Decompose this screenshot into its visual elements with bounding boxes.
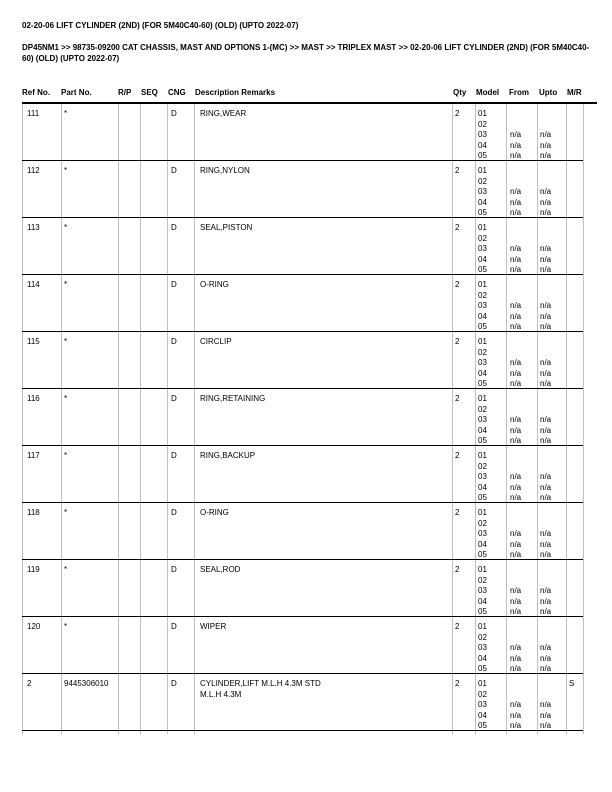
model-value: 04 <box>478 425 487 435</box>
col-rp: R/P <box>118 88 132 97</box>
model-value: 01 <box>478 337 487 346</box>
col-mr: M/R <box>567 88 582 97</box>
upto-list <box>540 337 551 390</box>
upto-value: n/a <box>540 493 552 502</box>
upto-value <box>540 109 551 120</box>
upto-value <box>540 462 551 473</box>
model-value: 03 <box>478 529 487 538</box>
model-value: 01 <box>478 223 487 232</box>
breadcrumb: DP45NM1 >> 98735-09200 CAT CHASSIS, MAST AND OPTIONS 1-(MC) >> MAST >> TRIPLEX MAST >> 02-20-06 LIFT CYLINDER (2ND) (FOR 5M40C40-60) (OLD) (UPTO 2022-07) <box>22 43 590 63</box>
cng-cell: D <box>171 223 177 232</box>
column-separator <box>583 104 584 734</box>
qty-cell: 2 <box>455 679 460 688</box>
table-row <box>22 560 583 617</box>
upto-value <box>540 223 551 234</box>
model-value: 04 <box>478 710 487 720</box>
model-value: 05 <box>478 265 487 274</box>
upto-value: n/a <box>540 415 552 424</box>
upto-value <box>540 280 551 291</box>
from-list <box>510 679 521 732</box>
upto-list <box>540 508 551 561</box>
model-value: 01 <box>478 166 487 175</box>
col-upto: Upto <box>539 88 558 97</box>
from-list <box>510 394 521 447</box>
from-value: n/a <box>510 208 522 217</box>
from-value <box>510 462 521 473</box>
from-value: n/a <box>510 265 522 274</box>
from-list <box>510 565 521 618</box>
col-cng: CNG <box>168 88 186 97</box>
from-value <box>510 633 521 644</box>
description-cell: RING,RETAINING <box>200 394 266 403</box>
upto-value: n/a <box>540 358 552 367</box>
upto-list <box>540 223 551 276</box>
upto-value: n/a <box>540 151 552 160</box>
model-value: 03 <box>478 472 487 481</box>
from-value <box>510 337 521 348</box>
upto-list <box>540 622 551 675</box>
cng-cell: D <box>171 166 177 175</box>
qty-cell: 2 <box>455 565 460 574</box>
upto-value: n/a <box>540 539 552 549</box>
model-value: 02 <box>478 233 487 243</box>
model-value: 02 <box>478 347 487 357</box>
upto-value: n/a <box>540 482 552 492</box>
description-cell: O-RING <box>200 508 229 517</box>
upto-value: n/a <box>540 472 552 481</box>
qty-cell: 2 <box>455 109 460 118</box>
upto-value: n/a <box>540 311 552 321</box>
part-no-cell: * <box>64 223 68 232</box>
ref-no-cell: 115 <box>27 337 40 346</box>
upto-list <box>540 109 551 162</box>
from-list <box>510 109 521 162</box>
table-row <box>22 161 583 218</box>
from-value: n/a <box>510 472 522 481</box>
from-value <box>510 565 521 576</box>
from-value: n/a <box>510 607 522 616</box>
upto-value: n/a <box>540 301 552 310</box>
upto-value: n/a <box>540 643 552 652</box>
upto-value: n/a <box>540 425 552 435</box>
upto-value: n/a <box>540 710 552 720</box>
from-value: n/a <box>510 721 522 730</box>
upto-value: n/a <box>540 436 552 445</box>
model-value: 05 <box>478 436 487 445</box>
table-row <box>22 617 583 674</box>
upto-list <box>540 394 551 447</box>
from-list <box>510 451 521 504</box>
model-list <box>478 280 487 333</box>
part-no-cell: * <box>64 166 68 175</box>
from-list <box>510 223 521 276</box>
model-value: 03 <box>478 187 487 196</box>
cng-cell: D <box>171 508 177 517</box>
from-value: n/a <box>510 493 522 502</box>
model-value: 03 <box>478 415 487 424</box>
ref-no-cell: 111 <box>27 109 40 118</box>
table-row <box>22 275 583 332</box>
model-list <box>478 508 487 561</box>
model-value: 05 <box>478 721 487 730</box>
upto-value <box>540 690 551 701</box>
model-value: 01 <box>478 394 487 403</box>
from-value: n/a <box>510 529 522 538</box>
from-list <box>510 166 521 219</box>
upto-value <box>540 177 551 188</box>
from-value <box>510 508 521 519</box>
upto-value <box>540 451 551 462</box>
from-value: n/a <box>510 130 522 139</box>
model-value: 04 <box>478 311 487 321</box>
description-cell: RING,WEAR <box>200 109 247 118</box>
upto-value: n/a <box>540 140 552 150</box>
from-value: n/a <box>510 653 522 663</box>
col-qty: Qty <box>453 88 467 97</box>
upto-value: n/a <box>540 529 552 538</box>
upto-value: n/a <box>540 322 552 331</box>
upto-value: n/a <box>540 664 552 673</box>
upto-list <box>540 679 551 732</box>
ref-no-cell: 120 <box>27 622 41 631</box>
part-no-cell: * <box>64 451 68 460</box>
from-list <box>510 280 521 333</box>
model-value: 04 <box>478 596 487 606</box>
model-value: 04 <box>478 482 487 492</box>
upto-value: n/a <box>540 550 552 559</box>
model-value: 03 <box>478 586 487 595</box>
from-list <box>510 508 521 561</box>
model-value: 02 <box>478 461 487 471</box>
model-value: 03 <box>478 643 487 652</box>
model-value: 03 <box>478 130 487 139</box>
description-cell: CIRCLIP <box>200 337 232 346</box>
ref-no-cell: 2 <box>27 679 32 688</box>
from-value: n/a <box>510 436 522 445</box>
ref-no-cell: 117 <box>27 451 40 460</box>
ref-no-cell: 113 <box>27 223 40 232</box>
model-value: 04 <box>478 368 487 378</box>
upto-value <box>540 348 551 359</box>
col-model: Model <box>476 88 500 97</box>
upto-value: n/a <box>540 187 552 196</box>
part-no-cell: 9445306010 <box>64 679 109 688</box>
from-value: n/a <box>510 187 522 196</box>
col-description: Description Remarks <box>195 88 276 97</box>
from-value <box>510 109 521 120</box>
table-row <box>22 332 583 389</box>
from-value <box>510 348 521 359</box>
model-value: 02 <box>478 518 487 528</box>
col-part-no: Part No. <box>61 88 92 97</box>
upto-value <box>540 622 551 633</box>
model-value: 04 <box>478 254 487 264</box>
upto-list <box>540 166 551 219</box>
qty-cell: 2 <box>455 223 460 232</box>
upto-value <box>540 576 551 587</box>
upto-value <box>540 120 551 131</box>
from-value: n/a <box>510 140 522 150</box>
from-value <box>510 519 521 530</box>
qty-cell: 2 <box>455 337 460 346</box>
model-list <box>478 337 487 390</box>
from-value <box>510 679 521 690</box>
part-no-cell: * <box>64 394 68 403</box>
parts-table <box>22 104 597 734</box>
from-value: n/a <box>510 415 522 424</box>
model-list <box>478 166 487 219</box>
model-value: 05 <box>478 493 487 502</box>
table-row <box>22 503 583 560</box>
from-value: n/a <box>510 710 522 720</box>
cng-cell: D <box>171 280 177 289</box>
qty-cell: 2 <box>455 280 460 289</box>
description-cell: RING,NYLON <box>200 166 250 175</box>
upto-value <box>540 565 551 576</box>
table-row <box>22 674 583 731</box>
from-value: n/a <box>510 368 522 378</box>
model-value: 05 <box>478 322 487 331</box>
upto-value <box>540 337 551 348</box>
qty-cell: 2 <box>455 622 460 631</box>
model-value: 05 <box>478 379 487 388</box>
from-value: n/a <box>510 700 522 709</box>
upto-value: n/a <box>540 208 552 217</box>
model-value: 01 <box>478 451 487 460</box>
part-no-cell: * <box>64 109 68 118</box>
from-value: n/a <box>510 254 522 264</box>
from-value <box>510 690 521 701</box>
ref-no-cell: 116 <box>27 394 40 403</box>
table-row <box>22 446 583 503</box>
col-from: From <box>509 88 529 97</box>
from-list <box>510 622 521 675</box>
model-list <box>478 451 487 504</box>
upto-list <box>540 280 551 333</box>
upto-value: n/a <box>540 197 552 207</box>
part-no-cell: * <box>64 565 68 574</box>
model-value: 04 <box>478 653 487 663</box>
from-value <box>510 120 521 131</box>
description-cell: SEAL,ROD <box>200 565 241 574</box>
upto-value: n/a <box>540 721 552 730</box>
qty-cell: 2 <box>455 451 460 460</box>
model-list <box>478 679 487 732</box>
upto-value: n/a <box>540 368 552 378</box>
from-value <box>510 405 521 416</box>
upto-list <box>540 451 551 504</box>
model-value: 01 <box>478 109 487 118</box>
from-value <box>510 394 521 405</box>
col-seq: SEQ <box>141 88 158 97</box>
from-value: n/a <box>510 664 522 673</box>
model-value: 01 <box>478 280 487 289</box>
row-separator <box>22 730 583 731</box>
description-cell: O-RING <box>200 280 229 289</box>
from-value: n/a <box>510 425 522 435</box>
upto-value <box>540 166 551 177</box>
model-value: 05 <box>478 550 487 559</box>
cng-cell: D <box>171 565 177 574</box>
cng-cell: D <box>171 622 177 631</box>
model-value: 02 <box>478 290 487 300</box>
model-value: 02 <box>478 119 487 129</box>
upto-value <box>540 679 551 690</box>
from-value <box>510 451 521 462</box>
qty-cell: 2 <box>455 166 460 175</box>
model-value: 02 <box>478 404 487 414</box>
description-cell: RING,BACKUP <box>200 451 256 460</box>
from-value: n/a <box>510 197 522 207</box>
model-value: 02 <box>478 689 487 699</box>
part-no-cell: * <box>64 622 68 631</box>
model-value: 02 <box>478 575 487 585</box>
upto-value: n/a <box>540 596 552 606</box>
upto-value: n/a <box>540 265 552 274</box>
model-list <box>478 223 487 276</box>
part-no-cell: * <box>64 337 68 346</box>
table-row <box>22 389 583 446</box>
from-value: n/a <box>510 311 522 321</box>
model-value: 05 <box>478 664 487 673</box>
model-value: 05 <box>478 151 487 160</box>
cng-cell: D <box>171 451 177 460</box>
model-value: 05 <box>478 607 487 616</box>
ref-no-cell: 114 <box>27 280 40 289</box>
model-value: 03 <box>478 358 487 367</box>
from-value <box>510 223 521 234</box>
ref-no-cell: 119 <box>27 565 40 574</box>
from-value: n/a <box>510 482 522 492</box>
model-value: 02 <box>478 632 487 642</box>
model-value: 01 <box>478 622 487 631</box>
upto-value: n/a <box>540 586 552 595</box>
model-value: 05 <box>478 208 487 217</box>
qty-cell: 2 <box>455 508 460 517</box>
cng-cell: D <box>171 337 177 346</box>
ref-no-cell: 118 <box>27 508 40 517</box>
description-remark-cell: M.L.H 4.3M <box>200 689 242 699</box>
upto-value <box>540 405 551 416</box>
upto-value: n/a <box>540 653 552 663</box>
upto-value <box>540 508 551 519</box>
col-ref-no: Ref No. <box>22 88 50 97</box>
from-value: n/a <box>510 643 522 652</box>
upto-value: n/a <box>540 130 552 139</box>
upto-list <box>540 565 551 618</box>
model-value: 03 <box>478 301 487 310</box>
from-list <box>510 337 521 390</box>
from-value <box>510 234 521 245</box>
qty-cell: 2 <box>455 394 460 403</box>
model-value: 01 <box>478 679 487 688</box>
description-cell: WIPER <box>200 622 227 631</box>
upto-value: n/a <box>540 254 552 264</box>
from-value: n/a <box>510 539 522 549</box>
model-value: 04 <box>478 197 487 207</box>
model-value: 04 <box>478 140 487 150</box>
mr-cell: S <box>569 679 575 688</box>
model-list <box>478 622 487 675</box>
upto-value: n/a <box>540 244 552 253</box>
from-value: n/a <box>510 301 522 310</box>
model-list <box>478 109 487 162</box>
from-value <box>510 177 521 188</box>
upto-value <box>540 394 551 405</box>
from-value <box>510 622 521 633</box>
model-value: 03 <box>478 244 487 253</box>
table-row <box>22 218 583 275</box>
cng-cell: D <box>171 679 177 688</box>
upto-value <box>540 291 551 302</box>
upto-value: n/a <box>540 607 552 616</box>
page-title: 02-20-06 LIFT CYLINDER (2ND) (FOR 5M40C40-60) (OLD) (UPTO 2022-07) <box>22 21 299 30</box>
model-list <box>478 394 487 447</box>
model-value: 04 <box>478 539 487 549</box>
from-value: n/a <box>510 379 522 388</box>
from-value <box>510 280 521 291</box>
model-value: 02 <box>478 176 487 186</box>
upto-value <box>540 519 551 530</box>
description-cell: CYLINDER,LIFT M.L.H 4.3M STD <box>200 679 321 688</box>
from-value: n/a <box>510 151 522 160</box>
model-value: 03 <box>478 700 487 709</box>
from-value <box>510 166 521 177</box>
part-no-cell: * <box>64 280 68 289</box>
from-value: n/a <box>510 596 522 606</box>
from-value: n/a <box>510 550 522 559</box>
from-value <box>510 576 521 587</box>
model-value: 01 <box>478 508 487 517</box>
cng-cell: D <box>171 109 177 118</box>
cng-cell: D <box>171 394 177 403</box>
upto-value <box>540 633 551 644</box>
description-cell: SEAL,PISTON <box>200 223 253 232</box>
from-value: n/a <box>510 244 522 253</box>
upto-value: n/a <box>540 700 552 709</box>
upto-value <box>540 234 551 245</box>
model-list <box>478 565 487 618</box>
from-value: n/a <box>510 358 522 367</box>
part-no-cell: * <box>64 508 68 517</box>
from-value: n/a <box>510 322 522 331</box>
upto-value: n/a <box>540 379 552 388</box>
table-row <box>22 104 583 161</box>
from-value <box>510 291 521 302</box>
model-value: 01 <box>478 565 487 574</box>
ref-no-cell: 112 <box>27 166 40 175</box>
from-value: n/a <box>510 586 522 595</box>
